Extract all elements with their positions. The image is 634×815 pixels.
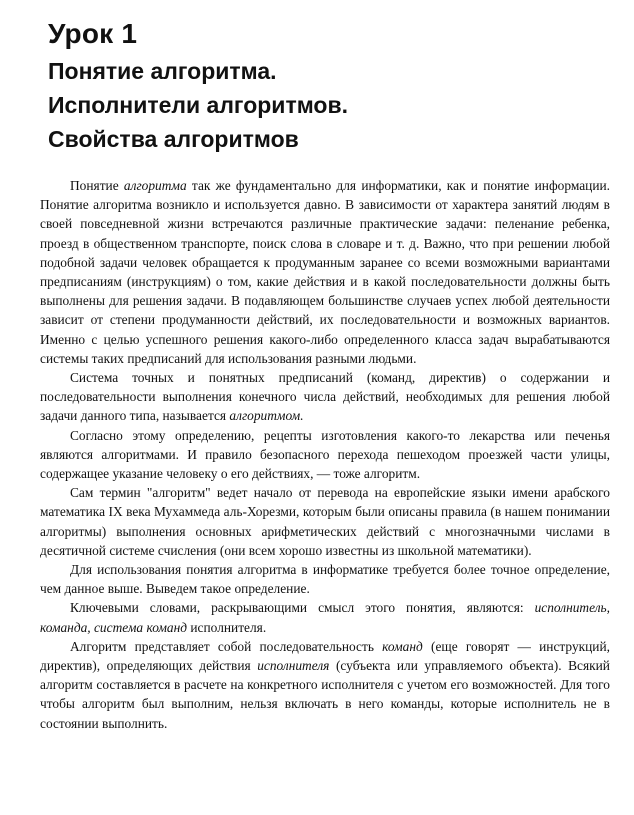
paragraph <box>40 176 610 368</box>
italic-term: алгоритма <box>123 178 187 193</box>
text-run: исполнителя. <box>187 619 267 635</box>
italic-term: исполнителя <box>257 658 330 674</box>
text-run: Согласно этому определению, рецепты изготовления какого-то лекарства или печенья являются алгоритмами. И правило безопасного перехода пешеходом проезжей части улицы, содержащее указание человеку о его действиях, — тоже алгоритм. <box>40 427 610 482</box>
paragraph <box>40 368 610 426</box>
text-run: Понятие <box>70 178 124 193</box>
paragraph <box>40 426 610 484</box>
text-run: (субъекта или управляемого объекта). Всякий алгоритм составляется в расчете на конкретного исполнителя с учетом его возможностей. Для того чтобы алгоритм был выполним, нельзя включать в него команды, которые исполнитель не в состоянии выполнить. <box>40 658 610 731</box>
subtitle-line: Свойства алгоритмов <box>48 126 299 152</box>
subtitle-line: Понятие алгоритма. <box>48 58 277 84</box>
paragraph <box>40 598 610 636</box>
text-run: так же фундаментально для информатики, как и понятие информации. Понятие алгоритма возникло и используется давно. В зависимости от характера занятий людям в своей повседневной жизни встречаются различные практические задачи: пеленание ребенка, проезд в общественном транспорте, поиск слова в словаре и т. д. Важно, что при решении любой подобной задачи человек обращается к продуманным заранее со всеми возможными вариантами предписаниям (инструкциям) о том, какие действия и в какой последовательности должны быть выполнены для решения задачи. В подавляющем большинстве случаев успех любой деятельности зависит от степени продуманности действий, их последовательности и возможных вариантов. Именно с целью успешного решения какого-либо определенного класса задач вырабатываются системы таких предписаний для использования разными людьми. <box>40 178 610 366</box>
italic-term: команд <box>382 638 423 654</box>
lesson-title: Урок 1 <box>48 18 138 49</box>
italic-term: алгоритмом. <box>229 408 304 424</box>
text-run: Ключевыми словами, раскрывающими смысл этого понятия, являются: <box>70 600 535 616</box>
text-run: Сам термин "алгоритм" ведет начало от перевода на европейские языки имени арабского математика IX века Мухаммеда аль-Хорезми, которым были описаны правила (в нашем понимании алгоритмы) выполнения основных арифметических действий с многозначными числами в десятичной системе счисления (они всем хорошо известны из школьной математики). <box>40 485 610 558</box>
paragraph <box>40 637 610 733</box>
text-run: (еще говорят — инструкций, директив), определяющих действия <box>40 638 610 674</box>
italic-term: исполнитель, команда, система команд <box>40 600 610 635</box>
subtitle-line: Исполнители алгоритмов. <box>48 92 348 118</box>
body-text <box>40 176 610 733</box>
text-run: Система точных и понятных предписаний (команд, директив) о содержании и последовательности выполнения конечного числа действий, необходимых для решения любой задачи данного типа, называется <box>40 370 610 424</box>
paragraph <box>40 483 610 560</box>
text-run: Алгоритм представляет собой последовательность <box>70 638 383 654</box>
paragraph <box>40 560 610 598</box>
text-run: Для использования понятия алгоритма в информатике требуется более точное определение, чем данное выше. Выведем такое определение. <box>40 562 610 597</box>
